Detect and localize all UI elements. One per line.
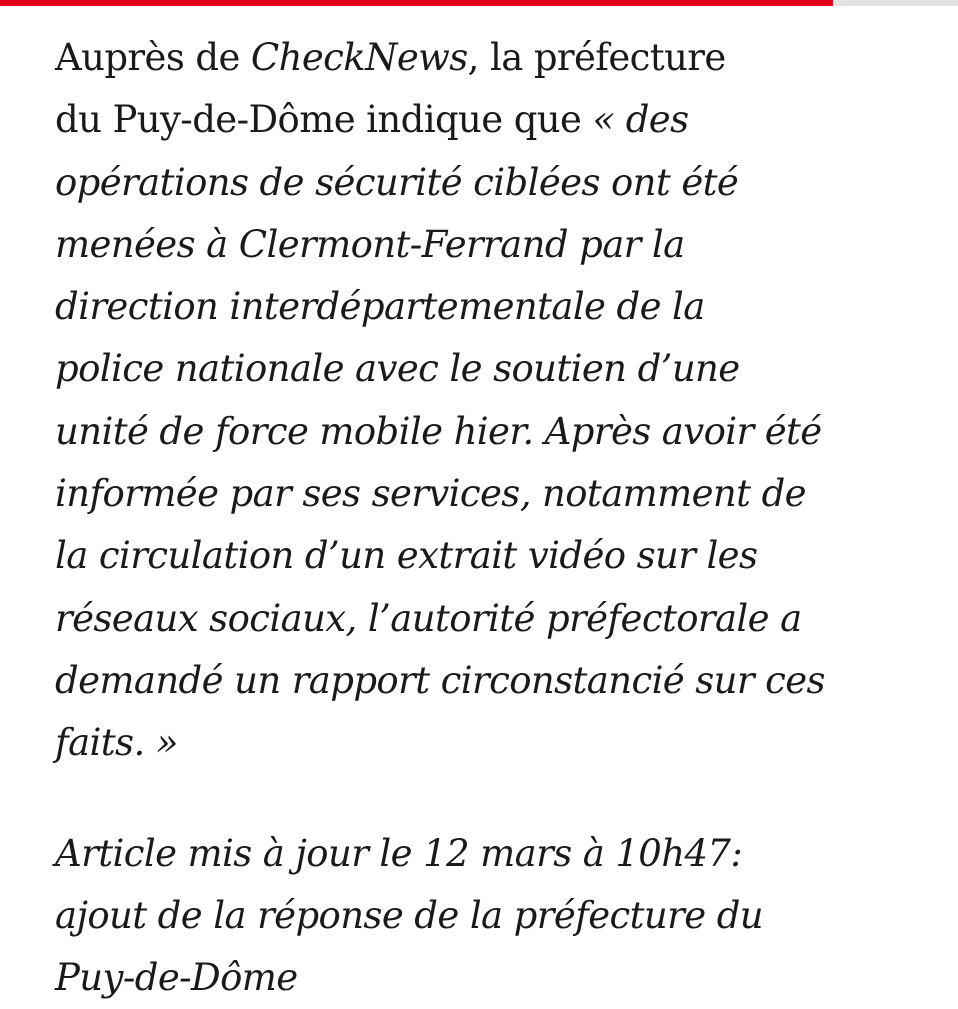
paragraph-line xyxy=(55,463,915,525)
paragraph-line xyxy=(55,214,915,276)
paragraph-line xyxy=(55,588,915,650)
italic-text: la circulation d’un extrait vidéo sur les xyxy=(55,534,758,578)
article-paragraph xyxy=(55,27,915,775)
paragraph-line xyxy=(55,712,915,774)
paragraph-line xyxy=(55,401,915,463)
italic-text: « des xyxy=(592,98,689,142)
paragraph-line xyxy=(55,338,915,400)
italic-text: direction interdépartementale de la xyxy=(55,285,705,329)
text-run: du Puy-de-Dôme indique que xyxy=(55,98,593,142)
update-note xyxy=(55,823,915,1009)
italic-text: informée par ses services, notamment de xyxy=(55,472,806,516)
italic-text: opérations de sécurité ciblées ont été xyxy=(55,160,739,204)
italic-text: demandé un rapport circonstancié sur ces xyxy=(55,658,825,702)
paragraph-line xyxy=(55,525,915,587)
reading-progress-bar xyxy=(0,0,958,6)
italic-text: faits. » xyxy=(55,721,178,765)
italic-text: police nationale avec le soutien d’une xyxy=(55,347,740,391)
paragraph-line xyxy=(55,27,915,89)
italic-text: unité de force mobile hier. Après avoir été xyxy=(55,409,822,453)
italic-text: réseaux sociaux, l’autorité préfectorale a xyxy=(55,596,802,640)
paragraph-line xyxy=(55,276,915,338)
reading-progress-fill xyxy=(0,0,833,6)
update-note-line: Article mis à jour le 12 mars à 10h47: xyxy=(55,831,743,875)
text-run: , la préfecture xyxy=(467,36,726,79)
paragraph-line xyxy=(55,650,915,712)
paragraph-line xyxy=(55,152,915,214)
italic-text: CheckNews xyxy=(250,36,468,79)
text-run: Auprès de xyxy=(55,36,251,79)
paragraph-lines xyxy=(55,27,915,775)
italic-text: menées à Clermont-Ferrand par la xyxy=(55,222,685,266)
article-body xyxy=(55,27,915,1009)
paragraph-line xyxy=(55,89,915,151)
update-note-line: Puy-de-Dôme xyxy=(55,956,298,1000)
update-note-line: ajout de la réponse de la préfecture du xyxy=(55,893,764,937)
